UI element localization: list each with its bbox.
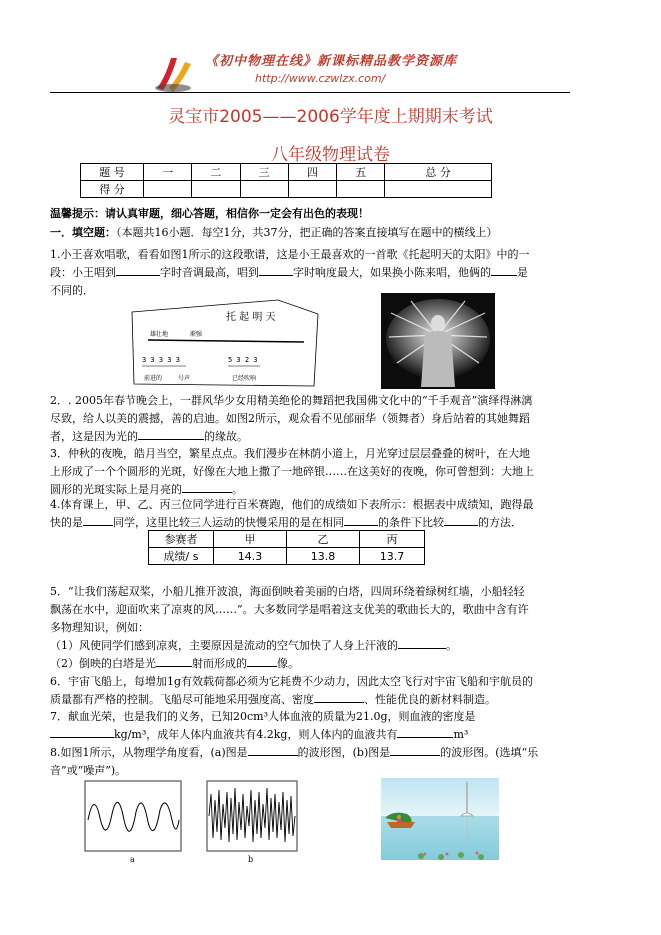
q6-line2 <box>50 691 565 709</box>
q1-line1: 1.小王喜欢唱歌，看看如图1所示的这段歌谱，这是小王最喜欢的一首歌《托起明天的太阳》中的一 <box>50 248 530 261</box>
score-tempo: 雄壮地 <box>150 331 169 338</box>
q7-line1 <box>50 708 565 726</box>
q1-text: 是 <box>517 266 528 279</box>
answer-blank[interactable] <box>344 525 378 526</box>
race-time-cell: 13.7 <box>360 548 425 565</box>
score-header-cell: 题 号 <box>81 164 144 181</box>
q2-text: 者，这是因为光的 <box>50 430 138 443</box>
section1-title: 一．填空题： <box>50 226 116 239</box>
q1-text: 段：小王唱到 <box>50 266 116 279</box>
section1-heading <box>50 224 565 242</box>
q3-text: 圆形的光斑实际上是月亮的 <box>50 483 182 496</box>
q4-text: 的条件下比较 <box>378 516 444 529</box>
answer-blank[interactable] <box>247 666 277 667</box>
race-table-row <box>149 548 425 565</box>
q1-text: 字时响度最大，如果换小陈来唱，他俩的 <box>293 266 491 279</box>
answer-blank[interactable] <box>259 275 293 276</box>
score-lyrics: 前进的 <box>144 375 163 382</box>
answer-blank[interactable] <box>156 666 192 667</box>
score-table-header-row <box>81 164 492 181</box>
q8-text: 8.如图1所示，从物理学角度看，(a)图是 <box>50 746 248 759</box>
score-header-cell: 一 <box>144 164 192 181</box>
q5-text: （2）倒映的白塔是光 <box>50 657 156 670</box>
q4-text: 的方法． <box>478 516 522 529</box>
answer-blank[interactable] <box>491 275 517 276</box>
score-notes: 3 3 3 3 3 <box>142 356 180 364</box>
race-header-cell: 乙 <box>287 531 360 548</box>
question-1 <box>50 246 565 300</box>
q8-text: 的波形图，(b)图是 <box>297 746 391 759</box>
q4-line1: 4.体育课上，甲、乙、丙三位同学进行百米赛跑，他们的成绩如下表所示：根据表中成绩知，跑得最 <box>50 498 534 511</box>
tip-text: 温馨提示：请认真审题，细心答题，相信你一定会有出色的表现！ <box>50 207 369 220</box>
score-header-cell: 五 <box>337 164 385 181</box>
q2-line1: 2．. 2005年春节晚会上，一群风华少女用精美绝伦的舞蹈把我国佛文化中的“千手观音”演绎得淋漓 <box>50 394 533 407</box>
answer-blank[interactable] <box>444 525 478 526</box>
q5-line1: 5．“让我们荡起双桨，小船儿推开波浪，海面倒映着美丽的白塔，四周环绕着绿树红墙，小船轻轻 <box>50 585 525 598</box>
q3-text: 。 <box>232 483 243 496</box>
site-title: 《初中物理在线》新课标精品教学资源库 <box>205 54 458 69</box>
question-2 <box>50 392 565 446</box>
q4-text: 同学，这里比较三人运动的快慢采用的是在相同 <box>113 516 344 529</box>
answer-blank[interactable] <box>248 755 298 756</box>
q6-line1: 6．宇宙飞船上，每增加1g有效载荷都必须为它耗费不少动力，因此太空飞行对宇宙飞船和宇航员的 <box>50 675 534 688</box>
score-lyrics: 号声 <box>178 375 191 382</box>
question-3 <box>50 445 565 499</box>
score-lyrics: 已经吹响 <box>232 375 257 382</box>
q7-text: kg/m³，成年人体内血液共有4.2kg，则人体内的血液共有 <box>114 728 398 741</box>
waveform-b-figure <box>206 780 300 866</box>
header-divider <box>50 92 570 93</box>
site-url[interactable]: http://www.czwlzx.com/ <box>255 72 386 85</box>
q7-text: 7．献血光荣，也是我们的义务，已知20cm³人体血液的质量为21.0g，则血液的密度是 <box>50 710 476 723</box>
score-input-cell[interactable] <box>337 181 385 198</box>
score-row-label: 得 分 <box>81 181 144 198</box>
q2-line2: 尽致，给人以美的震撼，善的启迪。如图2所示，观众看不见邰丽华（领舞者）身后站着的其她舞蹈 <box>50 412 530 425</box>
q3-line1: 3．仲秋的夜晚，皓月当空，繁星点点。我们漫步在林荫小道上，月光穿过层层叠叠的树叶，在大地 <box>50 447 530 460</box>
race-results-table <box>148 530 425 565</box>
race-time-cell: 13.8 <box>287 548 360 565</box>
q1-line2 <box>50 264 565 282</box>
q5-line2: 飘荡在水中，迎面吹来了凉爽的风……”。大多数同学是唱着这支优美的歌曲长大的，歌曲中含有许 <box>50 603 529 616</box>
race-header-cell: 丙 <box>360 531 425 548</box>
waveform-a-label: a <box>130 855 135 864</box>
score-header-cell: 三 <box>240 164 288 181</box>
q4-text: 快的是 <box>50 516 83 529</box>
q3-line2: 上形成了一个个圆形的光斑，好像在大地上撒了一地碎银……在这美好的夜晚，你可曾想到：大地上 <box>50 465 534 478</box>
race-time-cell: 14.3 <box>214 548 287 565</box>
score-table-score-row <box>81 181 492 198</box>
score-title: 托 起 明 天 <box>226 312 276 323</box>
score-header-cell: 二 <box>192 164 240 181</box>
waveform-a-figure <box>84 780 184 866</box>
answer-blank[interactable] <box>397 737 453 738</box>
answer-blank[interactable] <box>182 492 232 493</box>
q5-sub1 <box>50 637 565 655</box>
score-notes: 5 3 2 3 <box>228 356 258 364</box>
q8-line2: 音”或“噪声”)。 <box>50 764 127 777</box>
race-table-header-row <box>149 531 425 548</box>
exam-subtitle: 八年级物理试卷 <box>271 145 390 165</box>
question-8 <box>50 744 565 780</box>
score-input-cell[interactable] <box>288 181 336 198</box>
q5-text: 。 <box>446 639 457 652</box>
answer-blank[interactable] <box>314 702 364 703</box>
q8-line1 <box>50 744 565 762</box>
q8-text: 的波形图。(选填“乐 <box>440 746 539 759</box>
race-row-label: 成绩/ s <box>149 548 214 565</box>
score-input-cell[interactable] <box>240 181 288 198</box>
score-input-cell[interactable] <box>192 181 240 198</box>
score-input-cell[interactable] <box>144 181 192 198</box>
q1-text: 字时音调最高，唱到 <box>160 266 259 279</box>
question-6 <box>50 673 565 709</box>
score-header-cell: 四 <box>288 164 336 181</box>
boat-scene-figure <box>381 778 499 860</box>
answer-blank[interactable] <box>83 525 113 526</box>
q7-text: m³ <box>453 728 469 741</box>
answer-blank[interactable] <box>116 275 160 276</box>
answer-blank[interactable] <box>390 755 440 756</box>
q5-line3: 多物理知识，例如： <box>50 621 149 634</box>
q5-sub2 <box>50 655 565 673</box>
answer-blank[interactable] <box>138 439 204 440</box>
thousand-hand-photo <box>381 293 495 389</box>
score-dynamic: 渐强 <box>190 331 203 338</box>
race-header-cell: 参赛者 <box>149 531 214 548</box>
q2-text: 的缘故。 <box>204 430 248 443</box>
q5-text: （1）风使同学们感到凉爽，主要原因是流动的空气加快了人身上汗液的 <box>50 639 398 652</box>
exam-title: 灵宝市2005——2006学年度上期期末考试 <box>168 107 493 127</box>
question-4 <box>50 496 565 532</box>
score-table <box>80 163 492 198</box>
waveform-b-label: b <box>248 855 254 864</box>
answer-blank[interactable] <box>398 648 446 649</box>
q1-line3: 不同的． <box>50 284 94 297</box>
q6-text: 、性能优良的新材料制造。 <box>364 693 496 706</box>
score-header-cell: 总 分 <box>385 164 492 181</box>
question-5 <box>50 583 565 673</box>
answer-blank[interactable] <box>50 737 114 738</box>
q6-text: 质量都有严格的控制。飞船尽可能地采用强度高、密度 <box>50 693 314 706</box>
q7-line2 <box>50 726 565 744</box>
race-header-cell: 甲 <box>214 531 287 548</box>
q5-text: 射而形成的 <box>192 657 247 670</box>
score-input-cell[interactable] <box>385 181 492 198</box>
q2-line3 <box>50 428 565 446</box>
q5-text: 像。 <box>277 657 299 670</box>
section1-desc: （本题共16小题．每空1分，共37分，把正确的答案直接填写在题中的横线上） <box>116 226 498 239</box>
question-7 <box>50 708 565 744</box>
site-logo-icon <box>151 48 197 94</box>
music-score-figure <box>128 298 320 390</box>
